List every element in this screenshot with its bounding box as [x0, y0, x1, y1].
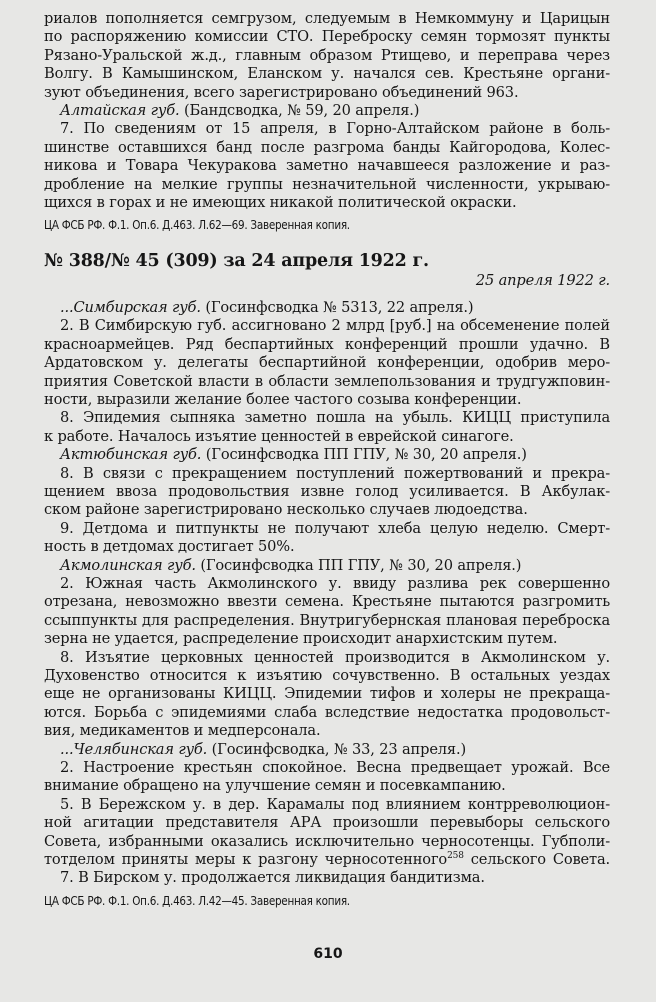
text-line: 8. Эпидемия сыпняка заметно пошла на убыль. КИЦЦ приступила — [60, 409, 610, 427]
text-line: внимание обращено на улучшение семян и посевкампанию. — [44, 777, 506, 795]
text-line: 2. В Симбирскую губ. ассигновано 2 млрд [руб.] на обсеменение полей — [60, 317, 610, 335]
text-line: дробление на мелкие группы незначительной численности, укрываю- — [44, 175, 610, 193]
text-line: Рязано-Уральской ж.д., главным образом Ртищево, и переправа через — [44, 46, 610, 64]
document-heading: № 388/№ 45 (309) за 24 апреля 1922 г. — [44, 251, 429, 272]
text-column — [44, 10, 610, 910]
text-line: 2. Настроение крестьян спокойное. Весна предвещает урожай. Все — [60, 759, 610, 777]
text-line: шинстве оставшихся банд после разгрома банды Кайгородова, Колес- — [44, 138, 610, 156]
text-line: 5. В Бережском у. в дер. Карамалы под влиянием контрреволюцион- — [60, 795, 610, 813]
text-line: 7. По сведениям от 15 апреля, в Горно-Алтайском районе в боль- — [60, 120, 610, 138]
text-line: отрезана, невозможно ввезти семена. Крестьяне пытаются разгромить — [44, 593, 610, 611]
text-line: щихся в горах и не имеющих никакой политической окраски. — [44, 194, 517, 212]
footnote-marker: 258 — [447, 851, 464, 862]
text-line-with-footnote: тотделом приняты меры к разгону черносотенного$^{258}$ сельского Совета. — [44, 851, 610, 869]
text-line: ной агитации представителя АРА произошли перевыборы сельского — [44, 814, 610, 832]
text-line: ности, выразили желание более частого созыва конференции. — [44, 390, 522, 408]
document-date: 25 апреля 1922 г. — [475, 272, 610, 290]
region-header-altai: Алтайская губ. (Бандсводка, № 59, 20 апреля.) — [60, 102, 420, 120]
text-line: приятия Советской власти в области землепользования и трудгужповин- — [44, 372, 610, 390]
text-line: ются. Борьба с эпидемиями слаба вследствие недостатка продовольст- — [44, 703, 610, 721]
text-line: 2. Южная часть Акмолинского у. ввиду разлива рек совершенно — [60, 574, 610, 592]
text-line: щением ввоза продовольствия извне голод усиливается. В Акбулак- — [44, 482, 610, 500]
region-header-aktyubinsk: Актюбинская губ. (Госинфсводка ПП ГПУ, № 30, 20 апреля.) — [60, 446, 527, 464]
text-line: 7. В Бирском у. продолжается ликвидация бандитизма. — [60, 869, 485, 887]
text-line: зерна не удается, распределение происходит анархистским путем. — [44, 630, 558, 648]
text-line: никова и Товара Чекуракова заметно начавшееся разложение и раз- — [44, 157, 610, 175]
text-line: по распоряжению комиссии СТО. Переброску семян тормозят пункты — [44, 28, 610, 46]
text-line: 8. В связи с прекращением поступлений пожертвований и прекра- — [60, 464, 610, 482]
text-line: вия, медикаментов и медперсонала. — [44, 722, 321, 740]
region-header-simbirsk: ...Симбирская губ. (Госинфсводка № 5313, 22 апреля.) — [60, 298, 474, 316]
text-line: зуют объединения, всего зарегистрировано объединений 963. — [44, 83, 519, 101]
text-line: ность в детдомах достигает 50%. — [44, 538, 295, 556]
text-line: 9. Детдома и питпункты не получают хлеба целую неделю. Смерт- — [60, 519, 610, 537]
archive-reference: ЦА ФСБ РФ. Ф.1. Оп.6. Д.463. Л.42—45. Заверенная копия. — [44, 892, 350, 908]
archive-reference: ЦА ФСБ РФ. Ф.1. Оп.6. Д.463. Л.62—69. Заверенная копия. — [44, 217, 350, 233]
text-line: Совета, избранными оказались исключительно черносотенцы. Губполи- — [44, 832, 610, 850]
text-line: Духовенство относится к изъятию сочувственно. В остальных уездах — [44, 667, 610, 684]
text-line: Ардатовском у. делегаты беспартийной конференции, одобрив меро- — [44, 354, 610, 372]
text-line: риалов пополняется семгрузом, следуемым в Немкоммуну и Царицын — [44, 10, 610, 27]
region-header-akmolinsk: Акмолинская губ. (Госинфсводка ПП ГПУ, № 30, 20 апреля.) — [60, 556, 522, 574]
text-line: ском районе зарегистрировано несколько случаев людоедства. — [44, 501, 528, 519]
text-line: к работе. Началось изъятие ценностей в еврейской синагоге. — [44, 427, 514, 445]
text-line: ссыппункты для распределения. Внутригубернская плановая переброска — [44, 611, 610, 629]
page-number: 610 — [313, 946, 343, 962]
region-header-chelyabinsk: ...Челябинская губ. (Госинфсводка, № 33, 23 апреля.) — [60, 740, 467, 758]
text-line: красноармейцев. Ряд беспартийных конференций прошли удачно. В — [44, 335, 610, 353]
text-line: 8. Изъятие церковных ценностей производится в Акмолинском у. — [60, 648, 610, 666]
text-line: еще не организованы КИЦЦ. Эпидемии тифов и холеры не прекраща- — [44, 685, 610, 703]
text-line: Волгу. В Камышинском, Еланском у. начался сев. Крестьяне органи- — [44, 65, 610, 83]
